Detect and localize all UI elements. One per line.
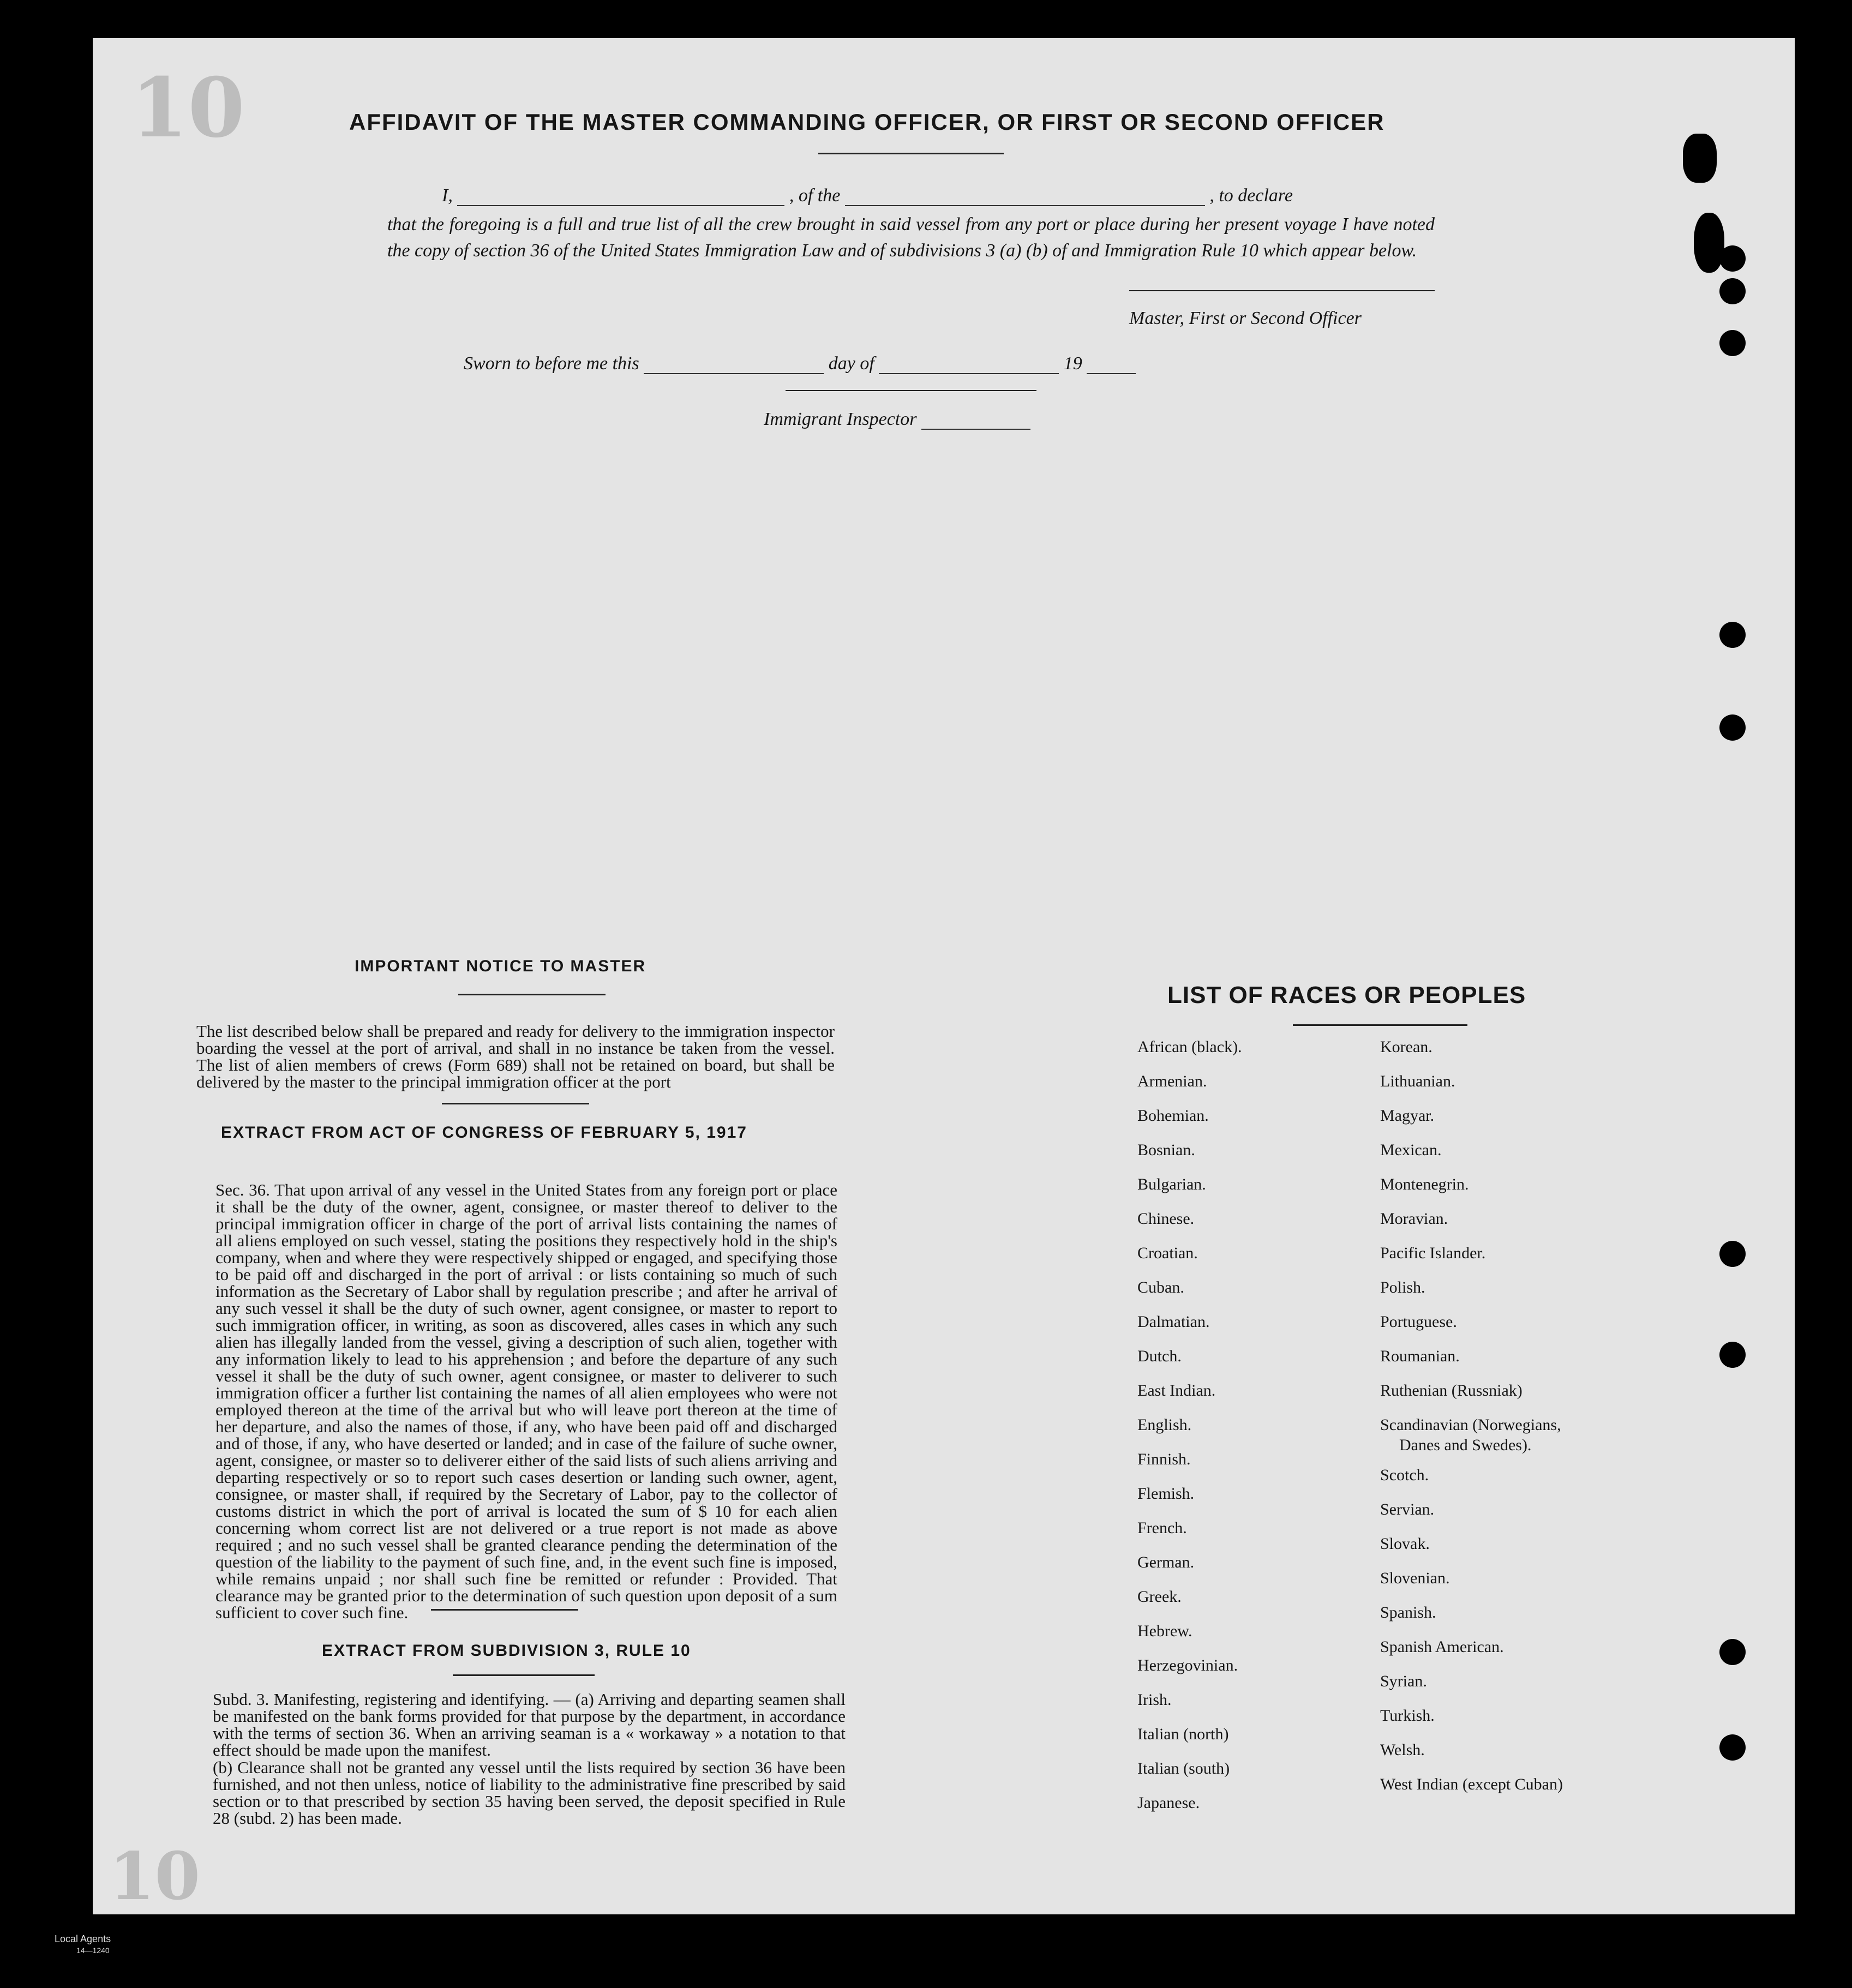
race-item: Italian (north) xyxy=(1137,1725,1229,1743)
race-item: Syrian. xyxy=(1380,1672,1427,1690)
race-item: Croatian. xyxy=(1137,1244,1198,1262)
sworn-line xyxy=(464,353,1136,374)
race-item: Scandinavian (Norwegians, xyxy=(1380,1416,1561,1434)
race-item: Japanese. xyxy=(1137,1794,1200,1812)
race-item: German. xyxy=(1137,1553,1195,1571)
affidavit-body: that the foregoing is a full and true list of all the crew brought in said vessel from any port or place during her present voyage I have noted the copy of section 36 of the United States Immigration Law and of subdivisions 3 (a) (b) of and Immigration Rule 10 which appear below. xyxy=(387,214,1435,261)
race-item: Bosnian. xyxy=(1137,1141,1195,1159)
race-item: French. xyxy=(1137,1519,1187,1537)
punch-hole xyxy=(1719,622,1746,648)
affidavit-title: AFFIDAVIT OF THE MASTER COMMANDING OFFICER, OR FIRST OR SECOND OFFICER xyxy=(349,109,1385,135)
race-item: Roumanian. xyxy=(1380,1347,1460,1365)
race-item: Pacific Islander. xyxy=(1380,1244,1486,1262)
i-label: I, xyxy=(442,185,453,206)
page-number-bottom: 10 xyxy=(109,1838,200,1915)
sworn-label: Sworn to before me this xyxy=(464,353,639,374)
race-item: Polish. xyxy=(1380,1278,1425,1296)
footer-agent: Local Agents xyxy=(55,1933,111,1944)
race-item: Greek. xyxy=(1137,1588,1182,1606)
inspector-blank[interactable] xyxy=(921,410,1030,430)
race-item: Mexican. xyxy=(1380,1141,1442,1159)
year-prefix: 19 xyxy=(1063,353,1082,374)
sworn-year-blank[interactable] xyxy=(1087,355,1136,374)
punch-hole xyxy=(1719,278,1746,304)
race-item: Spanish. xyxy=(1380,1603,1436,1621)
race-item: Spanish American. xyxy=(1380,1638,1504,1656)
race-item: Slovenian. xyxy=(1380,1569,1450,1587)
race-item: Dalmatian. xyxy=(1137,1313,1210,1331)
race-item: Herzegovinian. xyxy=(1137,1656,1238,1674)
punch-hole xyxy=(1719,1734,1746,1761)
act-rule xyxy=(431,1609,578,1611)
to-declare-label: , to declare xyxy=(1209,185,1293,206)
act-body: Sec. 36. That upon arrival of any vessel in the United States from any foreign port or place it shall be the duty of the owner, agent, consignee, or master thereof to deliver to the principal immigration officer in charge of the port of arrival lists containing the names of all aliens employed on such vessel, stating the positions they respectively hold in the ship's company, when and where they were respectively shipped or engaged, and specifying those to be paid off and discharged in the port of arrival : or lists containing so much of such information as the Secretary of Labor shall by regulation prescribe ; and after he arrival of any such vessel it shall be the duty of such owner, agent consignee, or master to report to such immigration officer, in writing, as soon as discovered, alles cases in which any such alien has illegally landed from the vessel, giving a description of such alien, together with any information likely to lead to his apprehension ; and before the departure of any such vessel it shall be the duty of such owner, agent consignee, or master to deliverer to such immigration officer a further list containing the names of all alien employees who were not employed thereon at the time of the arrival but who will leave port thereon at the time of her departure, and also the names of those, if any, who have been paid off and discharged and of those, if any, who have deserted or landed; and in case of the failure of suche owner, agent, consignee, or master so to deliverer either of the said lists of such aliens arriving and departing respectively or so to report such cases desertion or landing such owner, agent, consignee, or master shall, if required by the Secretary of Labor, pay to the collector of customs district in which the port of arrival is located the sum of $ 10 for each alien concerning whom correct list are not delivered or a true report is not made as above required ; and no such vessel shall be granted clearance pending the determination of the question of the liability to the payment of such fine, and, in the event such fine is imposed, while remains unpaid ; nor shall such fine be remitted or refunder : Provided. That clearance may be granted prior to the determination of such question upon deposit of a sum sufficient to cover such fine. xyxy=(215,1180,837,1622)
race-item: Danes and Swedes). xyxy=(1399,1436,1532,1454)
race-item: Servian. xyxy=(1380,1500,1435,1518)
sworn-month-blank[interactable] xyxy=(879,355,1059,374)
notice-body: The list described below shall be prepared and ready for delivery to the immigration inspector boarding the vessel at the port of arrival, and shall in no instance be taken from the vessel. The list of alien members of crews (Form 689) shall not be retained on board, but shall be delivered by the master to the principal immigration officer at the port xyxy=(196,1022,835,1091)
punch-hole xyxy=(1719,714,1746,741)
of-the-label: , of the xyxy=(789,185,841,206)
act-title: EXTRACT FROM ACT OF CONGRESS OF FEBRUARY 5, 1917 xyxy=(221,1124,747,1142)
title-rule xyxy=(818,153,1004,154)
races-rule xyxy=(1293,1024,1467,1026)
race-item: Italian (south) xyxy=(1137,1759,1230,1777)
race-item: East Indian. xyxy=(1137,1382,1216,1400)
race-item: Slovak. xyxy=(1380,1535,1430,1553)
form-sheet xyxy=(93,38,1795,1914)
declaration-line xyxy=(442,185,1293,206)
rule-title-rule xyxy=(453,1674,595,1676)
race-item: Bohemian. xyxy=(1137,1107,1209,1125)
race-item: Irish. xyxy=(1137,1691,1172,1709)
page-number-top: 10 xyxy=(131,60,245,156)
race-item: Portuguese. xyxy=(1380,1313,1457,1331)
signature-line xyxy=(1129,290,1435,291)
punch-hole xyxy=(1719,1342,1746,1368)
signature-caption: Master, First or Second Officer xyxy=(1129,308,1362,328)
vessel-blank[interactable] xyxy=(845,187,1205,206)
inspector-line xyxy=(764,409,1030,430)
ink-blot xyxy=(1694,213,1724,273)
race-item: Flemish. xyxy=(1137,1485,1195,1503)
inspector-rule xyxy=(786,390,1036,391)
sworn-day-blank[interactable] xyxy=(644,355,824,374)
inspector-label: Immigrant Inspector xyxy=(764,409,917,429)
race-item: West Indian (except Cuban) xyxy=(1380,1775,1563,1793)
race-item: Turkish. xyxy=(1380,1707,1435,1725)
race-item: Bulgarian. xyxy=(1137,1175,1206,1193)
race-item: African (black). xyxy=(1137,1038,1242,1056)
notice-bottom-rule xyxy=(442,1103,589,1104)
race-item: Montenegrin. xyxy=(1380,1175,1469,1193)
race-item: Chinese. xyxy=(1137,1210,1195,1228)
race-item: Finnish. xyxy=(1137,1450,1191,1468)
race-item: Korean. xyxy=(1380,1038,1433,1056)
rule-body-b: (b) Clearance shall not be granted any vessel until the lists required by section 36 have been furnished, and not then unless, notice of liability to the administrative fine prescribed by said section or to that prescribed by section 35 having been served, the deposit specified in Rule 28 (subd. 2) has been made. xyxy=(213,1758,846,1828)
race-item: Magyar. xyxy=(1380,1107,1435,1125)
race-item: Armenian. xyxy=(1137,1072,1207,1090)
race-item: Hebrew. xyxy=(1137,1622,1192,1640)
race-item: Lithuanian. xyxy=(1380,1072,1455,1090)
rule-title: EXTRACT FROM SUBDIVISION 3, RULE 10 xyxy=(322,1642,691,1660)
race-item: Scotch. xyxy=(1380,1466,1429,1484)
punch-hole xyxy=(1719,245,1746,272)
race-item: Cuban. xyxy=(1137,1278,1184,1296)
punch-hole xyxy=(1719,1241,1746,1267)
name-blank[interactable] xyxy=(457,187,784,206)
race-item: Ruthenian (Russniak) xyxy=(1380,1382,1523,1400)
race-item: Moravian. xyxy=(1380,1210,1448,1228)
rule-body-a: Subd. 3. Manifesting, registering and identifying. — (a) Arriving and departing seamen shall be manifested on the bank forms provided for that purpose by the department, in accordance with the terms of section 36. When an arriving seaman is a « workaway » a notation to that effect should be made upon the manifest. xyxy=(213,1690,846,1759)
ink-blot xyxy=(1683,134,1717,183)
race-item: Welsh. xyxy=(1380,1741,1425,1759)
day-of-label: day of xyxy=(828,353,874,374)
notice-rule xyxy=(458,994,606,995)
race-item: Dutch. xyxy=(1137,1347,1182,1365)
notice-title: IMPORTANT NOTICE TO MASTER xyxy=(355,957,646,975)
race-item: English. xyxy=(1137,1416,1192,1434)
footer-code: 14—1240 xyxy=(76,1946,110,1955)
punch-hole xyxy=(1719,330,1746,356)
punch-hole xyxy=(1719,1639,1746,1665)
races-title: LIST OF RACES OR PEOPLES xyxy=(1167,982,1526,1008)
